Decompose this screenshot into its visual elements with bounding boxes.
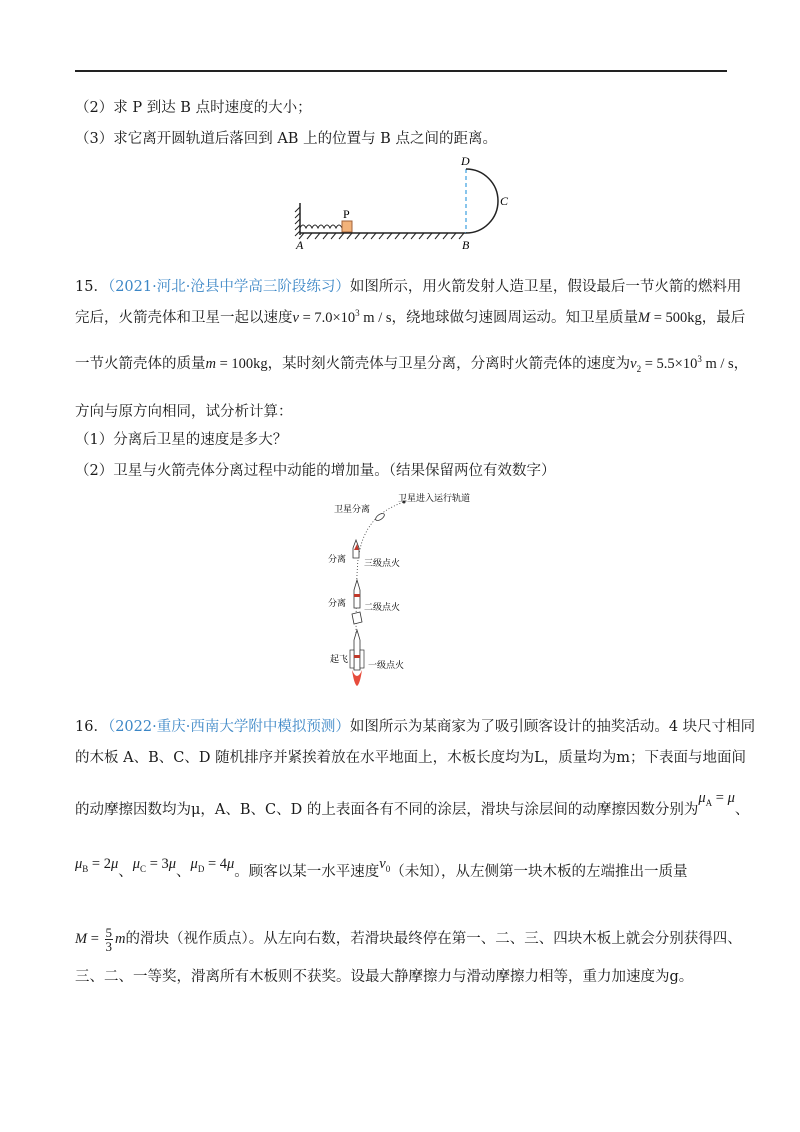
label-ign2: 二级点火 xyxy=(364,603,401,613)
q16-number: 16． xyxy=(75,719,108,735)
label-A: A xyxy=(296,238,304,252)
label-sat-sep: 卫星分离 xyxy=(334,505,371,515)
formula-muB: $\mu_B = 2\mu$ xyxy=(75,856,119,874)
q15-line3: 一节火箭壳体的质量m = 100kg，某时刻火箭壳体与卫星分离，分离时火箭壳体的速度为$v_2 = 5.5\times 10^3$ m / s， xyxy=(75,354,749,374)
q15-number: 15． xyxy=(75,279,108,295)
q16-line2: 的木板 A、B、C、D 随机排序并紧挨着放在水平地面上，木板长度均为L，质量均为m；下表面与地面间 xyxy=(75,750,746,766)
formula-muC: $\mu_C = 3\mu$ xyxy=(132,856,177,874)
formula-M: M = 500kg xyxy=(638,310,702,326)
q16-source: （2022·重庆·西南大学附中模拟预测） xyxy=(107,719,350,735)
rocket-launch-figure xyxy=(320,490,520,700)
formula-muD: $\mu_D = 4\mu$ xyxy=(190,856,235,874)
q14-part2: （2）求 P 到达 B 点时速度的大小； xyxy=(75,100,312,116)
q16-line6: 三、二、一等奖，滑离所有木板则不获奖。设最大静摩擦力与滑动摩擦力相等，重力加速度为g。 xyxy=(75,969,694,985)
label-ign3: 三级点火 xyxy=(364,559,401,569)
formula-v: $v = 7.0\times 10^3$ m / s xyxy=(292,308,392,326)
formula-v0: $v_0$ xyxy=(379,856,391,874)
label-C: C xyxy=(500,194,509,208)
q15-sub2: （2）卫星与火箭壳体分离过程中动能的增加量。（结果保留两位有效数字） xyxy=(75,463,556,479)
q16-line3: 的动摩擦因数均为μ，A、B、C、D 的上表面各有不同的涂层，滑块与涂层间的动摩擦因数分别为$\mu_A = \mu$、 xyxy=(75,790,750,818)
q15-sub1: （1）分离后卫星的速度是多大？ xyxy=(75,432,288,448)
q15-line2: 完后，火箭壳体和卫星一起以速度$v = 7.0\times 10^3$ m / s，绕地球做匀速圆周运动。知卫星质量M = 500kg，最后 xyxy=(75,308,746,326)
label-orbit: 卫星进入运行轨道 xyxy=(398,494,471,504)
label-ign1: 一级点火 xyxy=(368,661,405,671)
formula-M-frac: M = $\frac{5}{3}$ m xyxy=(75,925,126,954)
label-sep2: 分离 xyxy=(328,599,347,609)
label-sep1: 分离 xyxy=(328,555,347,565)
label-P: P xyxy=(343,207,350,221)
formula-m: m = 100kg xyxy=(205,356,268,372)
q15-source: （2021·河北·沧县中学高三阶段练习） xyxy=(107,279,350,295)
label-B: B xyxy=(462,238,470,252)
formula-v2: $v_2 = 5.5\times 10^3$ m / s xyxy=(630,354,734,374)
q14-part3: （3）求它离开圆轨道后落回到 AB 上的位置与 B 点之间的距离。 xyxy=(75,131,497,147)
header-rule xyxy=(75,70,727,72)
q16-line1: 16．（2022·重庆·西南大学附中模拟预测）如图所示为某商家为了吸引顾客设计的抽奖活动。4 块尺寸相同 xyxy=(75,719,756,735)
q16-line4: $\mu_B = 2\mu$、$\mu_C = 3\mu$、$\mu_D = 4\mu$。顾客以某一水平速度$v_0$（未知），从左侧第一块木板的左端推出一质量 xyxy=(75,856,688,880)
q14-track-figure xyxy=(290,155,530,255)
label-takeoff: 起飞 xyxy=(330,655,349,665)
q15-line1: 15．（2021·河北·沧县中学高三阶段练习）如图所示，用火箭发射人造卫星，假设最后一节火箭的燃料用 xyxy=(75,279,742,295)
q16-line5: M = $\frac{5}{3}$ m的滑块（视作质点）。从左向右数，若滑块最终停在第一、二、三、四块木板上就会分别获得四、 xyxy=(75,925,742,954)
label-D: D xyxy=(461,154,470,168)
formula-muA: $\mu_A = \mu$ xyxy=(698,790,735,808)
q15-line4: 方向与原方向相同，试分析计算： xyxy=(75,404,293,420)
